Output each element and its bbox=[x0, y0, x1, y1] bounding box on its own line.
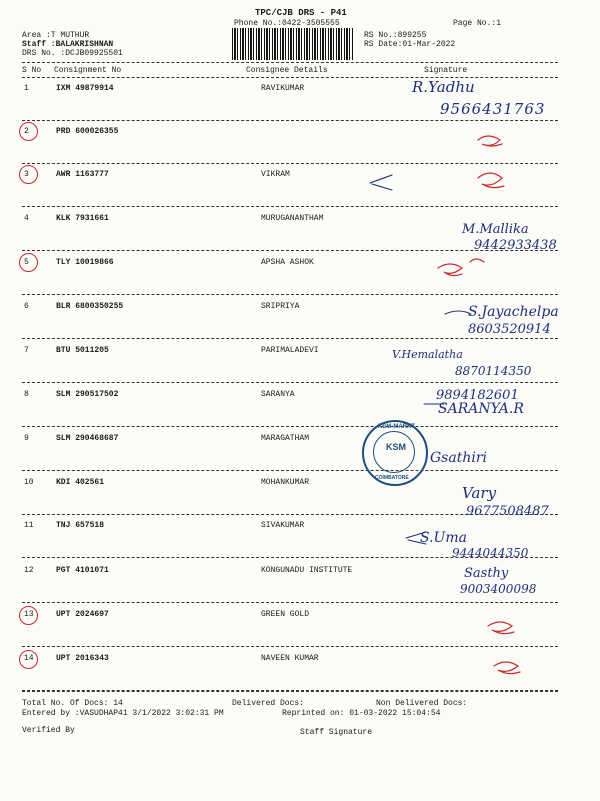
row-consignment-no: KDI 402561 bbox=[56, 478, 105, 487]
row-consignment-no: IXM 49879914 bbox=[56, 84, 114, 93]
handwritten-name-8: SARANYA.R bbox=[438, 401, 524, 417]
row-consignee-name: SIVAKUMAR bbox=[261, 521, 305, 530]
scribble-5 bbox=[438, 259, 484, 276]
staff: Staff :BALAKRISHNAN bbox=[22, 40, 114, 49]
scribble-14 bbox=[494, 662, 520, 674]
handwritten-phone-7: 8870114350 bbox=[455, 364, 532, 378]
row-sno: 8 bbox=[24, 390, 29, 399]
tick-mark-3 bbox=[370, 175, 392, 190]
handwritten-phone-1: 9566431763 bbox=[440, 100, 546, 118]
row-consignee-name: APSHA ASHOK bbox=[261, 258, 314, 267]
row-consignee-name: SARANYA bbox=[261, 390, 295, 399]
col-signature: Signature bbox=[424, 66, 468, 75]
col-consignment: Consignment No bbox=[54, 66, 122, 75]
reprinted-on: Reprinted on: 01-03-2022 15:04:54 bbox=[282, 709, 441, 718]
footer-divider bbox=[22, 691, 558, 692]
row-consignee-name: GREEN GOLD bbox=[261, 610, 310, 619]
row-consignee-name: MARAGATHAM bbox=[261, 434, 310, 443]
row-sno: 1 bbox=[24, 84, 29, 93]
stamp-inner-ring bbox=[373, 431, 415, 473]
stamp-center-text: KSM bbox=[386, 442, 406, 452]
row-consignment-no: BTU 5011205 bbox=[56, 346, 109, 355]
page-number: Page No.:1 bbox=[453, 19, 502, 28]
row-consignment-no: UPT 2016343 bbox=[56, 654, 109, 663]
drs-number: DRS No. :DCJB09925501 bbox=[22, 49, 123, 58]
area: Area :T MUTHUR bbox=[22, 31, 90, 40]
rs-number: RS No.:899255 bbox=[364, 31, 427, 40]
handwritten-name-9: Gsathiri bbox=[430, 450, 488, 466]
handwritten-phone-8: 9894182601 bbox=[436, 388, 519, 403]
row-sno: 4 bbox=[24, 214, 29, 223]
handwritten-phone-10: 9677508487 bbox=[466, 504, 549, 519]
handwritten-name-7: V.Hemalatha bbox=[392, 348, 463, 361]
handwritten-phone-12: 9003400098 bbox=[460, 582, 537, 596]
row-consignment-no: PRD 600026355 bbox=[56, 127, 119, 136]
stamp-top-text: KSM-MARKT bbox=[378, 424, 415, 430]
entered-by: Entered by :VASUDHAP41 3/1/2022 3:02:31 PM bbox=[22, 709, 224, 718]
row-consignee-name: SRIPRIYA bbox=[261, 302, 300, 311]
document-title: TPC/CJB DRS - P41 bbox=[255, 8, 347, 18]
row-consignment-no: AWR 1163777 bbox=[56, 170, 109, 179]
rs-date: RS Date:01-Mar-2022 bbox=[364, 40, 456, 49]
row-consignee-name: PARIMALADEVI bbox=[261, 346, 319, 355]
row-consignment-no: PGT 4101071 bbox=[56, 566, 109, 575]
row-consignee-name: NAVEEN KUMAR bbox=[261, 654, 319, 663]
row-sno: 7 bbox=[24, 346, 29, 355]
row-sno: 14 bbox=[24, 654, 34, 663]
scribble-13 bbox=[488, 622, 514, 634]
total-docs: Total No. Of Docs: 14 bbox=[22, 699, 123, 708]
col-sno: S No bbox=[22, 66, 42, 75]
handwritten-name-11: S.Uma bbox=[420, 530, 467, 546]
staff-signature: Staff Signature bbox=[300, 728, 373, 737]
scribble-2 bbox=[478, 136, 502, 146]
handwritten-phone-11: 9444044350 bbox=[452, 546, 529, 560]
verified-by: Verified By bbox=[22, 726, 75, 735]
row-consignee-name: MOHANKUMAR bbox=[261, 478, 310, 487]
row-sno: 10 bbox=[24, 478, 34, 487]
non-delivered-docs: Non Delivered Docs: bbox=[376, 699, 468, 708]
handwritten-name-1: R.Yadhu bbox=[412, 78, 475, 96]
row-consignee-name: KONGUNADU INSTITUTE bbox=[261, 566, 353, 575]
phone-number: Phone No.:0422-3505555 bbox=[234, 19, 340, 28]
row-consignment-no: BLR 6800350255 bbox=[56, 302, 124, 311]
row-consignment-no: UPT 2024697 bbox=[56, 610, 109, 619]
company-stamp bbox=[362, 420, 428, 486]
col-consignee: Consignee Details bbox=[246, 66, 328, 75]
row-consignee-name: VIKRAM bbox=[261, 170, 290, 179]
row-sno: 9 bbox=[24, 434, 29, 443]
row-consignment-no: SLM 290468687 bbox=[56, 434, 119, 443]
tick-mark-11 bbox=[406, 532, 426, 544]
handwritten-phone-6: 8603520914 bbox=[468, 322, 551, 337]
row-sno: 13 bbox=[24, 610, 34, 619]
flourish-6 bbox=[445, 311, 471, 314]
handwritten-phone-4: 9442933438 bbox=[474, 238, 557, 253]
handwritten-name-10: Vary bbox=[462, 484, 497, 502]
row-consignee-name: RAVIKUMAR bbox=[261, 84, 305, 93]
row-sno: 11 bbox=[24, 521, 34, 530]
handwritten-name-4: M.Mallika bbox=[462, 222, 529, 237]
row-consignment-no: KLK 7931661 bbox=[56, 214, 109, 223]
row-sno: 6 bbox=[24, 302, 29, 311]
scribble-3 bbox=[478, 173, 504, 188]
row-consignment-no: TLY 10019866 bbox=[56, 258, 114, 267]
row-sno: 12 bbox=[24, 566, 34, 575]
stamp-bottom-text: COIMBATORE bbox=[375, 475, 409, 481]
row-sno: 3 bbox=[24, 170, 29, 179]
row-sno: 2 bbox=[24, 127, 29, 136]
row-consignment-no: TNJ 657518 bbox=[56, 521, 105, 530]
delivered-docs: Delivered Docs: bbox=[232, 699, 305, 708]
row-consignment-no: SLM 290517502 bbox=[56, 390, 119, 399]
handwritten-name-12: Sasthy bbox=[464, 566, 509, 581]
row-consignee-name: MURUGANANTHAM bbox=[261, 214, 324, 223]
row-sno: 5 bbox=[24, 258, 29, 267]
handwritten-name-6: S.Jayachelpa bbox=[468, 304, 559, 320]
